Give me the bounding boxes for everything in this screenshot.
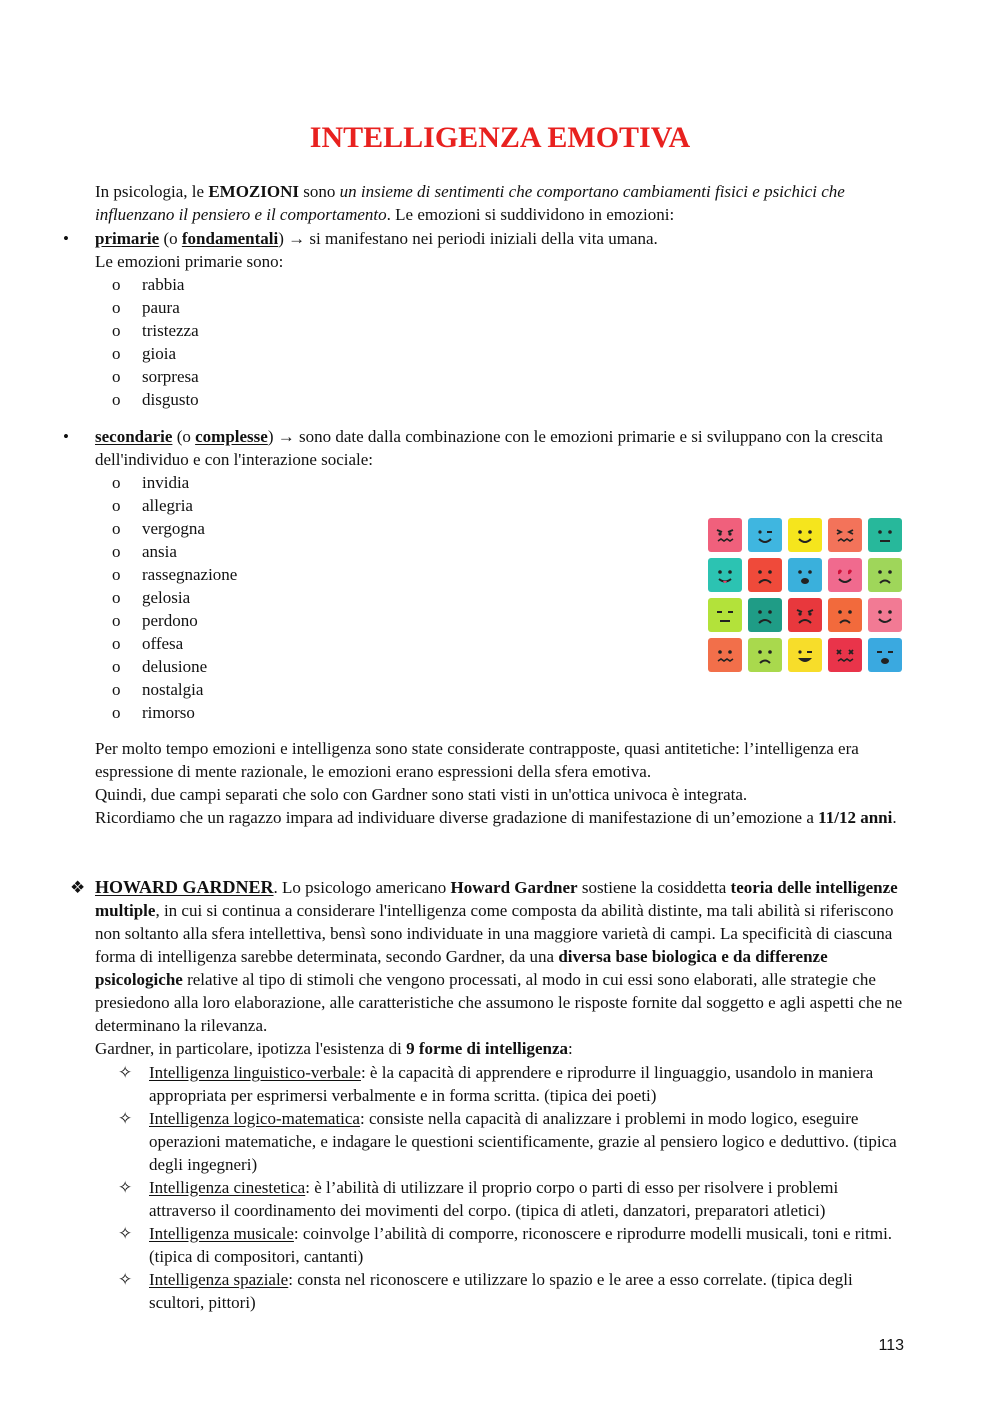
- emotion-list-item: o offesa: [112, 632, 237, 655]
- emotion-list-item: o rabbia: [112, 273, 199, 296]
- gardner-text: sostiene la cosiddetta: [577, 878, 731, 897]
- gardner-name: Howard Gardner: [450, 878, 578, 897]
- emoji-face-icon: [748, 518, 782, 552]
- intro-text: . Le emozioni si suddividono in emozioni:: [386, 205, 675, 224]
- gardner-text: . Lo psicologo americano: [273, 878, 451, 897]
- emotion-list-item: o nostalgia: [112, 678, 237, 701]
- gardner-text: Gardner, in particolare, ipotizza l'esistenza di: [95, 1039, 407, 1058]
- emoji-face-icon: [868, 558, 902, 592]
- emoji-face-icon: [828, 598, 862, 632]
- emoji-face-icon: [868, 518, 902, 552]
- gardner-marker-icon: ❖: [70, 878, 86, 897]
- primary-heading: [95, 227, 910, 250]
- age-value: 11/12 anni: [818, 808, 893, 827]
- gardner-theory: teoria delle intelligenze multiple: [95, 878, 898, 920]
- intro-paragraph: [95, 180, 910, 226]
- gardner-text: relative al tipo di stimoli che vengono processati, al modo in cui essi sono elaborati, alle strategie che presiedono alla loro elaborazione, alle caratteristiche che assumono le risposte fornite dal soggetto e agli aspetti che ne determinano la rilevanza.: [95, 970, 903, 1035]
- primary-description: ) → si manifestano nei periodi iniziali della vita umana.: [278, 229, 658, 248]
- emoji-faces-image: [708, 518, 904, 678]
- intelligence-description: : è l’abilità di utilizzare il proprio corpo o parti di esso per risolvere i problemi attraverso il coordinamento dei movimenti del corpo. (tipica di atleti, danzatori, preparatori atletici): [149, 1178, 839, 1220]
- intelligence-item: [118, 1268, 908, 1314]
- age-period: .: [892, 808, 897, 827]
- gardner-text: , in cui si continua a considerare l'intelligenza come composta da abilità distinte, ma tali abilità si riferiscono non soltanto alla sfera intellettiva, bensì sono individuate in una maggiore varietà di campi. La specificità di ciascuna forma di intelligenza sarebbe determinata, secondo Gardner, da una: [95, 901, 894, 966]
- emotion-list-item: o rassegnazione: [112, 563, 237, 586]
- emoji-face-icon: [748, 558, 782, 592]
- emoji-face-icon: [748, 598, 782, 632]
- emotion-list-item: o vergogna: [112, 517, 237, 540]
- emoji-face-icon: [748, 638, 782, 672]
- emoji-face-icon: [868, 638, 902, 672]
- gardner-heading: HOWARD GARDNER: [95, 877, 274, 897]
- emotion-list-item: o disgusto: [112, 388, 199, 411]
- page-number: 113: [878, 1337, 904, 1354]
- emoji-face-icon: [708, 598, 742, 632]
- secondary-emotions-list: [112, 471, 237, 724]
- antithesis-text: Per molto tempo emozioni e intelligenza sono state considerate contrapposte, quasi antitetiche: l’intelligenza era espressione di mente razionale, le emozioni erano espressioni della sfera emotiva.: [95, 739, 859, 781]
- emotion-list-item: o allegria: [112, 494, 237, 517]
- primary-term-alt: fondamentali: [181, 229, 279, 248]
- primary-lead: Le emozioni primarie sono:: [95, 252, 284, 271]
- gardner-nine-forms: 9 forme di intelligenza: [406, 1039, 569, 1058]
- emoji-face-icon: [788, 518, 822, 552]
- intelligences-list: [118, 1061, 908, 1314]
- secondary-paren: (o: [172, 427, 196, 446]
- secondary-description: ) → sono date dalla combinazione con le emozioni primarie e si sviluppano con la crescita dell'individuo e con l'interazione sociale:: [95, 427, 883, 469]
- emoji-face-icon: [708, 558, 742, 592]
- sparkle-marker-icon: ✧: [118, 1178, 133, 1197]
- intelligence-description: : coinvolge l’abilità di comporre, riconoscere e riprodurre modelli musicali, toni e ritmi. (tipica di compositori, cantanti): [149, 1224, 893, 1266]
- emotion-list-item: o invidia: [112, 471, 237, 494]
- intelligence-description: : consiste nella capacità di analizzare i problemi in modo logico, eseguire operazioni matematiche, e indagare le questioni scientificamente, grazie al pensiero logico e deduttivo. (tipica degli ingegneri): [149, 1109, 897, 1174]
- sparkle-marker-icon: ✧: [118, 1224, 133, 1243]
- intro-text: sono: [299, 182, 340, 201]
- primary-term: primarie: [95, 229, 160, 248]
- emotion-list-item: o paura: [112, 296, 199, 319]
- intelligence-description: : è la capacità di apprendere e riprodurre il linguaggio, usandolo in maniera appropriata per esprimersi verbalmente e in forma scritta. (tipica dei poeti): [149, 1063, 874, 1105]
- intelligence-item: [118, 1107, 908, 1176]
- emoji-face-icon: [868, 598, 902, 632]
- intelligence-name: Intelligenza linguistico-verbale: [149, 1063, 361, 1082]
- emoji-face-icon: [788, 558, 822, 592]
- emotion-list-item: o rimorso: [112, 701, 237, 724]
- gardner-intro-text: Quindi, due campi separati che solo con Gardner sono stati visti in un'ottica univoca è integrata.: [95, 785, 748, 804]
- sparkle-marker-icon: ✧: [118, 1270, 133, 1289]
- emotion-list-item: o sorpresa: [112, 365, 199, 388]
- intro-text: In psicologia, le: [95, 182, 209, 201]
- secondary-term-alt: complesse: [195, 427, 268, 446]
- primary-emotions-list: [112, 273, 199, 411]
- intelligence-name: Intelligenza logico-matematica: [149, 1109, 360, 1128]
- gardner-basis: diversa base biologica e da differenze psicologiche: [95, 947, 828, 989]
- emotion-list-item: o delusione: [112, 655, 237, 678]
- intelligence-name: Intelligenza musicale: [149, 1224, 294, 1243]
- age-text: Ricordiamo che un ragazzo impara ad individuare diverse gradazione di manifestazione di un’emozione a: [95, 808, 819, 827]
- emoji-face-icon: [708, 638, 742, 672]
- emoji-face-icon: [828, 558, 862, 592]
- intelligence-item: [118, 1222, 908, 1268]
- emoji-face-icon: [788, 598, 822, 632]
- gardner-text: :: [568, 1039, 573, 1058]
- emoji-face-icon: [708, 518, 742, 552]
- sparkle-marker-icon: ✧: [118, 1109, 133, 1128]
- bullet-secondary: •: [63, 427, 69, 446]
- emoji-face-icon: [788, 638, 822, 672]
- emoji-face-icon: [828, 638, 862, 672]
- gardner-paragraph: [95, 876, 910, 1060]
- emotion-list-item: o gioia: [112, 342, 199, 365]
- intelligence-name: Intelligenza cinestetica: [149, 1178, 306, 1197]
- intelligence-name: Intelligenza spaziale: [149, 1270, 289, 1289]
- intro-italic-definition: un insieme di sentimenti che comportano cambiamenti fisici e psichici che influenzano il pensiero e il comportamento: [95, 182, 845, 224]
- emotion-list-item: o gelosia: [112, 586, 237, 609]
- antithesis-paragraph: [95, 737, 910, 829]
- sparkle-marker-icon: ✧: [118, 1063, 133, 1082]
- primary-paren: (o: [159, 229, 182, 248]
- emotion-list-item: o tristezza: [112, 319, 199, 342]
- emoji-face-icon: [828, 518, 862, 552]
- emotion-list-item: o ansia: [112, 540, 237, 563]
- intelligence-item: [118, 1061, 908, 1107]
- emotion-list-item: o perdono: [112, 609, 237, 632]
- intelligence-item: [118, 1176, 908, 1222]
- intelligence-description: : consta nel riconoscere e utilizzare lo spazio e le aree a esso correlate. (tipica degli scultori, pittori): [149, 1270, 853, 1312]
- secondary-term: secondarie: [95, 427, 173, 446]
- bullet-primary: •: [63, 229, 69, 248]
- page-title: INTELLIGENZA EMOTIVA: [309, 121, 691, 154]
- secondary-heading: [95, 425, 910, 471]
- intro-bold-emozioni: EMOZIONI: [208, 182, 299, 201]
